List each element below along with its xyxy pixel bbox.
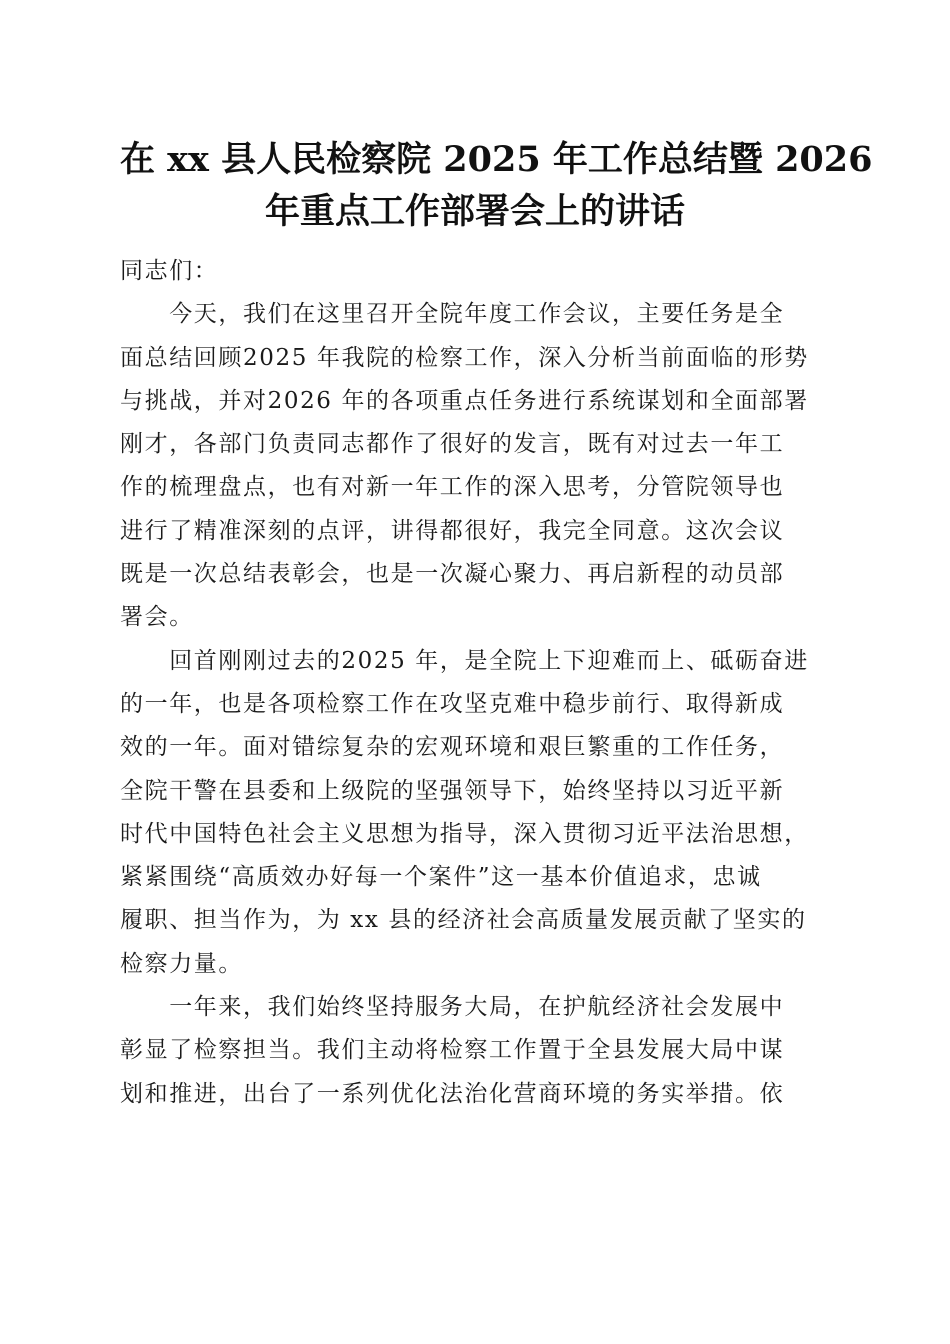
salutation: 同志们： — [120, 258, 219, 284]
document-title — [120, 134, 873, 238]
text-line: 既是一次总结表彰会，也是一次凝心聚力、再启新程的动员部 — [120, 561, 785, 588]
paragraph-2 — [120, 640, 832, 986]
title-line-2: 年重点工作部署会上的讲话 — [264, 191, 685, 232]
text-line: 划和推进，出台了一系列优化法治化营商环境的务实举措。依 — [120, 1080, 785, 1107]
title-line-1: 在 xx 县人民检察院 2025 年工作总结暨 2026 — [120, 139, 873, 180]
text-line: 紧紧围绕“高质效办好每一个案件”这一基本价值追求，忠诚 — [120, 864, 762, 891]
text-line: 效的一年。面对错综复杂的宏观环境和艰巨繁重的工作任务， — [120, 734, 785, 761]
text-line: 时代中国特色社会主义思想为指导，深入贯彻习近平法治思想， — [120, 820, 809, 847]
document-body — [120, 250, 832, 1116]
text-line: 作的梳理盘点，也有对新一年工作的深入思考，分管院领导也 — [120, 474, 785, 501]
text-line: 回首刚刚过去的2025 年，是全院上下迎难而上、砥砺奋进 — [120, 647, 809, 674]
text-line: 的一年，也是各项检察工作在攻坚克难中稳步前行、取得新成 — [120, 690, 785, 717]
text-line: 彰显了检察担当。我们主动将检察工作置于全县发展大局中谋 — [120, 1037, 785, 1064]
text-line: 全院干警在县委和上级院的坚强领导下，始终坚持以习近平新 — [120, 777, 785, 804]
text-line: 面总结回顾2025 年我院的检察工作，深入分析当前面临的形势 — [120, 344, 809, 371]
text-line: 进行了精准深刻的点评，讲得都很好，我完全同意。这次会议 — [120, 517, 785, 544]
text-line: 刚才，各部门负责同志都作了很好的发言，既有对过去一年工 — [120, 431, 785, 458]
text-line: 今天，我们在这里召开全院年度工作会议，主要任务是全 — [120, 301, 785, 328]
paragraph-1 — [120, 293, 832, 639]
text-line: 一年来，我们始终坚持服务大局，在护航经济社会发展中 — [120, 994, 785, 1021]
text-line: 检察力量。 — [120, 950, 243, 977]
text-line: 履职、担当作为，为 xx 县的经济社会高质量发展贡献了坚实的 — [120, 907, 807, 934]
paragraph-3 — [120, 986, 832, 1116]
text-line: 署会。 — [120, 604, 194, 631]
text-line: 与挑战，并对2026 年的各项重点任务进行系统谋划和全面部署 — [120, 387, 809, 414]
